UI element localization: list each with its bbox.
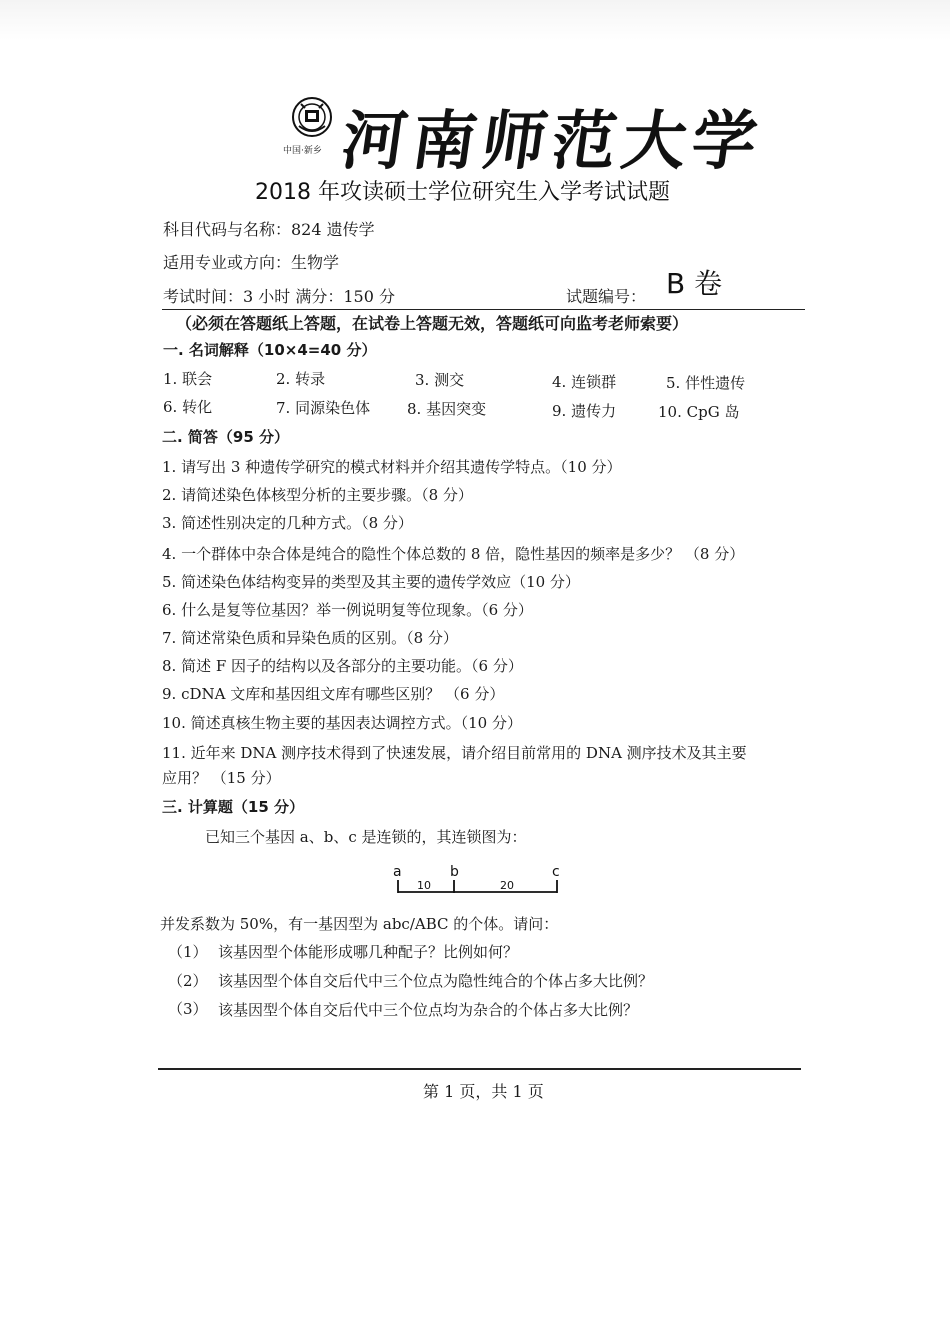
- term-item: 2. 转录: [276, 370, 326, 388]
- term-item: 4. 连锁群: [552, 373, 617, 391]
- calc-condition: 并发系数为 50%，有一基因型为 abc/ABC 的个体。请问：: [160, 915, 559, 933]
- paper-number-label: 试题编号：: [566, 287, 647, 306]
- page-number: 第 1 页，共 1 页: [423, 1082, 544, 1101]
- short-answer-question-continued: 应用？ （15 分）: [162, 769, 281, 787]
- term-item: 10. CpG 岛: [658, 403, 740, 421]
- term-item: 3. 测交: [415, 371, 465, 389]
- short-answer-question: 6. 什么是复等位基因？举一例说明复等位现象。（6 分）: [162, 601, 533, 619]
- section3-title: 三. 计算题（15 分）: [162, 798, 305, 816]
- short-answer-question: 5. 简述染色体结构变异的类型及其主要的遗传学效应（10 分）: [162, 573, 580, 591]
- logo-location: 中国·新乡: [283, 146, 322, 156]
- answer-instruction: （必须在答题纸上答题，在试卷上答题无效，答题纸可向监考老师索要）: [176, 314, 689, 333]
- term-item: 8. 基因突变: [407, 400, 487, 418]
- exam-title: 2018 年攻读硕士学位研究生入学考试试题: [255, 180, 670, 205]
- footer-divider: [158, 1068, 801, 1070]
- university-seal-icon: [291, 96, 333, 138]
- subject-line: 科目代码与名称：824 遗传学: [163, 220, 375, 239]
- gene-label-c: c: [552, 864, 560, 880]
- gene-label-a: a: [393, 864, 402, 880]
- short-answer-question: 4. 一个群体中杂合体是纯合的隐性个体总数的 8 倍，隐性基因的频率是多少？ （8 分）: [162, 545, 745, 563]
- short-answer-question: 1. 请写出 3 种遗传学研究的模式材料并介绍其遗传学特点。（10 分）: [162, 458, 622, 476]
- term-item: 1. 联会: [163, 370, 213, 388]
- subquestion-number: （3）: [168, 1000, 208, 1018]
- subquestion-text: 该基因型个体能形成哪几种配子？比例如何？: [218, 943, 519, 961]
- subquestion-number: （2）: [168, 972, 208, 990]
- short-answer-question: 10. 简述真核生物主要的基因表达调控方式。（10 分）: [162, 714, 522, 732]
- subquestion-number: （1）: [168, 943, 208, 961]
- subquestion-text: 该基因型个体自交后代中三个位点为隐性纯合的个体占多大比例？: [218, 972, 654, 990]
- distance-bc: 20: [500, 879, 514, 892]
- short-answer-question: 8. 简述 F 因子的结构以及各部分的主要功能。（6 分）: [162, 657, 523, 675]
- term-item: 7. 同源染色体: [276, 399, 371, 417]
- header-divider: [162, 309, 805, 310]
- short-answer-question: 7. 简述常染色质和异染色质的区别。（8 分）: [162, 629, 458, 647]
- major-line: 适用专业或方向：生物学: [163, 253, 340, 272]
- subquestion-text: 该基因型个体自交后代中三个位点均为杂合的个体占多大比例？: [218, 1001, 639, 1019]
- linkage-map: [385, 863, 570, 899]
- term-item: 6. 转化: [163, 398, 213, 416]
- term-item: 9. 遗传力: [552, 402, 617, 420]
- short-answer-question: 11. 近年来 DNA 测序技术得到了快速发展，请介绍目前常用的 DNA 测序技术及其主要: [162, 744, 747, 762]
- calc-intro: 已知三个基因 a、b、c 是连锁的，其连锁图为：: [205, 828, 527, 846]
- short-answer-question: 3. 简述性别决定的几种方式。（8 分）: [162, 514, 413, 532]
- short-answer-question: 2. 请简述染色体核型分析的主要步骤。（8 分）: [162, 486, 473, 504]
- university-name-calligraphy: 河南师范大学: [336, 104, 768, 179]
- term-item: 5. 伴性遗传: [666, 374, 746, 392]
- section2-title: 二. 简答（95 分）: [162, 428, 290, 446]
- gene-label-b: b: [450, 864, 459, 880]
- distance-ab: 10: [417, 879, 431, 892]
- short-answer-question: 9. cDNA 文库和基因组文库有哪些区别？ （6 分）: [162, 685, 505, 703]
- paper-id-handwritten: B 卷: [666, 267, 723, 300]
- time-score-line: 考试时间：3 小时 满分：150 分: [163, 287, 395, 306]
- section1-title: 一. 名词解释（10×4=40 分）: [163, 341, 377, 359]
